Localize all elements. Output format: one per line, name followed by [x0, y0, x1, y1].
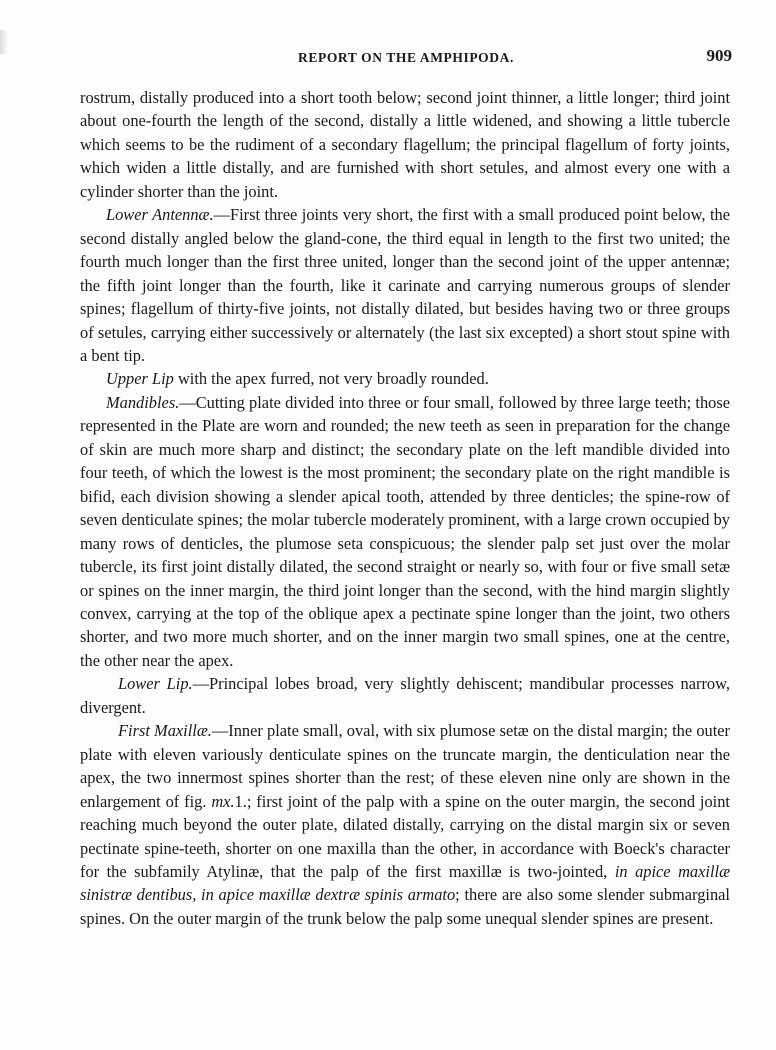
- section-heading-first-maxillae: First Maxillæ.: [118, 721, 212, 741]
- paragraph-lower-antennae: [80, 203, 730, 367]
- paragraph-text: rostrum, distally produced into a short tooth below; second joint thinner, a little longer; third joint about one-fourth the length of the second, distally a little widened, and showing a little tubercle which seems to be the rudiment of a secondary flagellum; the principal flagellum of forty joints, which widen a little distally, and are furnished with short setules, and almost every one with a cylinder shorter than the joint.: [80, 88, 730, 201]
- paragraph-text: —First three joints very short, the first with a small produced point below, the second distally angled below the gland-cone, the third equal in length to the first two united; the fourth much longer than the first three united, longer than the second joint of the upper antennæ; the fifth joint longer than the fourth, like it carinate and carrying numerous groups of slender spines; flagellum of thirty-five joints, not distally dilated, but besides having two or three groups of setules, carrying either successively or alternately (the last six excepted) a short stout spine with a bent tip.: [80, 205, 731, 365]
- section-heading-mandibles: Mandibles.: [106, 392, 180, 412]
- section-heading-upper-lip: Upper Lip: [106, 369, 174, 389]
- section-heading-lower-lip: Lower Lip.: [118, 674, 193, 694]
- page-edge-shadow: [0, 30, 8, 54]
- paragraph-mandibles: [80, 391, 730, 672]
- paragraph-lower-lip: [80, 672, 730, 719]
- running-title: REPORT ON THE AMPHIPODA.: [298, 50, 514, 65]
- page-header: [80, 46, 732, 70]
- paragraph-text: ; there are also some slender submarginal spines. On the outer margin of the trunk below the palp some unequal slender spines are present.: [80, 885, 730, 928]
- paragraph-first-maxillae: [80, 719, 730, 930]
- paragraph-text: —Cutting plate divided into three or four small, followed by three large teeth; those represented in the Plate are worn and rounded; the new teeth as seen in preparation for the change of skin are much more sharp and distinct; the secondary plate on the left mandible divided into four teeth, of which the lowest is the most prominent; the secondary plate on the right mandible is bifid, each division showing a slender apical tooth, attended by three denticles; the spine-row of seven denticulate spines; the molar tubercle moderately prominent, with a large crown occupied by many rows of denticles, the plumose seta conspicuous; the slender palp set just over the molar tubercle, its first joint distally dilated, the second straight or nearly so, with four or five small setæ or spines on the inner margin, the third joint longer than the second, with the hind margin slightly convex, carrying at the top of the oblique apex a pectinate spine longer than the joint, two others shorter, and two more much shorter, and on the inner margin two small spines, one at the centre, the other near the apex.: [80, 392, 730, 670]
- paragraph-text: with the apex furred, not very broadly rounded.: [173, 369, 489, 389]
- paragraph-text: 1.; first joint of the palp with a spine on the outer margin, the second joint reaching much beyond the outer plate, dilated distally, carrying on the distal margin six or seven pectinate spine-teeth, shorter on one maxilla than the other, in accordance with Boeck's character for the subfamily Atylinæ, that the palp of the first maxillæ is two-jointed,: [80, 791, 730, 881]
- paragraph-text: —Inner plate small, oval, with six plumose setæ on the distal margin; the outer plate with eleven variously denticulate spines on the truncate margin, the denticulation near the apex, the two innermost spines shorter than the rest; of these eleven nine only are shown in the enlargement of fig.: [80, 721, 730, 811]
- figure-reference: mx.: [211, 791, 235, 811]
- section-heading-lower-antennae: Lower Antennæ.: [106, 205, 214, 225]
- body-text: [80, 86, 730, 930]
- paragraph-upper-lip: [80, 367, 730, 390]
- paragraph-text: —Principal lobes broad, very slightly dehiscent; mandibular processes narrow, divergent.: [80, 674, 730, 717]
- latin-quotation: in apice maxillæ sinistræ dentibus, in apice maxillæ dextræ spinis armato: [80, 861, 731, 905]
- paragraph-rostrum: [80, 86, 730, 203]
- page-number: 909: [706, 46, 732, 65]
